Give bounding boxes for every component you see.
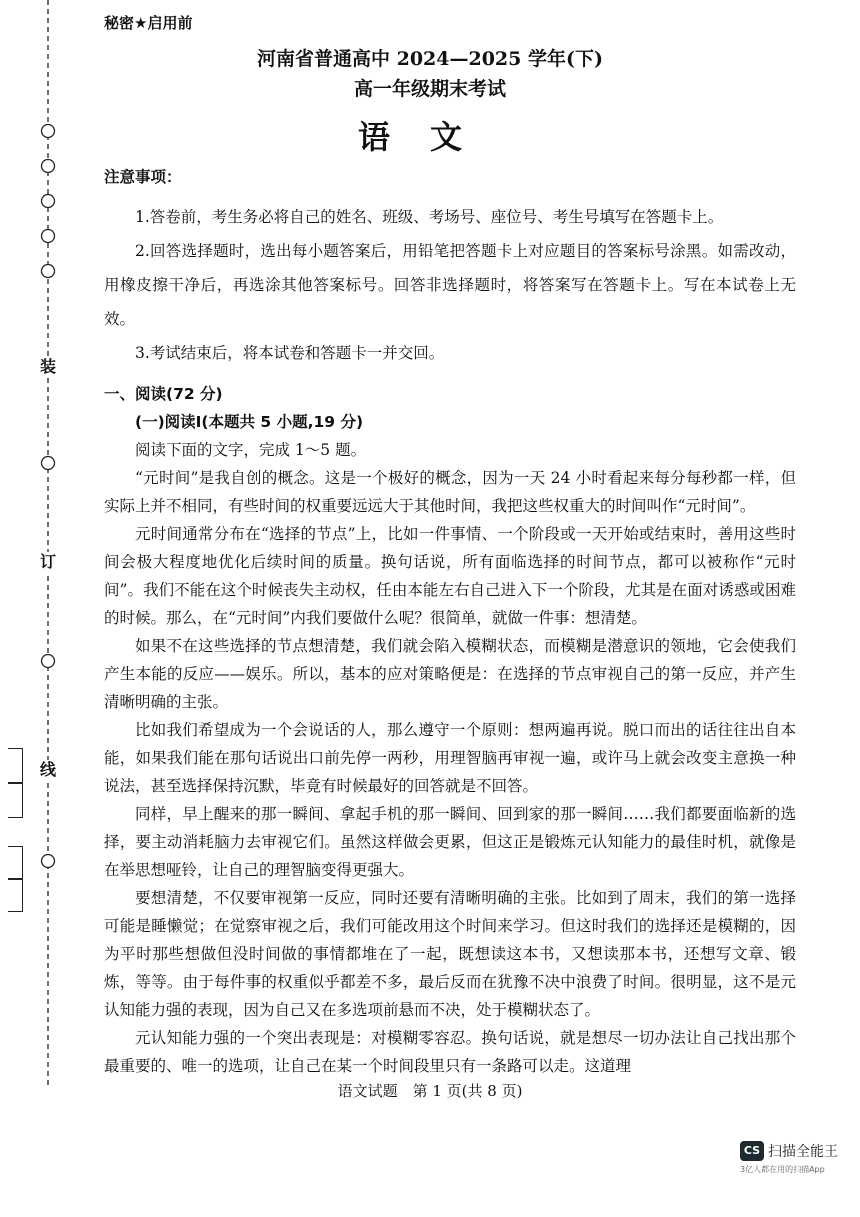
subject-title (0, 112, 860, 158)
binding-margin (0, 0, 90, 1217)
binding-hole (42, 855, 55, 868)
binding-hole (42, 457, 55, 470)
margin-label-xian: 线 (39, 760, 56, 779)
notice-title: 注意事项： (104, 168, 182, 186)
binding-hole (42, 230, 55, 243)
margin-label-ding: 订 (39, 552, 56, 571)
margin-bracket (8, 846, 23, 880)
binding-hole (42, 195, 55, 208)
subject-name: 语文 (357, 118, 502, 156)
passage-paragraph: 要想清楚，不仅要审视第一反应，同时还要有清晰明确的主张。比如到了周末，我们的第一选择可能是睡懒觉；在觉察审视之后，我们可能改用这个时间来学习。但这时我们的选择还是模糊的，因为平时那些想做但没时间做的事情都堆在了一起，既想读这本书，又想读那本书，还想写文章、锻炼，等等。由于每件事的权重似乎都差不多，最后反而在犹豫不决中浪费了时间。很明显，这不是元认知能力强的表现，因为自己又在多选项前悬而不决，处于模糊状态了。 (104, 889, 796, 1019)
margin-bracket (8, 782, 23, 818)
watermark-slogan: 3亿人都在用的扫描App (740, 1164, 825, 1174)
passage-paragraph: 同样，早上醒来的那一瞬间、拿起手机的那一瞬间、回到家的那一瞬间……我们都要面临新的选择，要主动消耗脑力去审视它们。虽然这样做会更累，但这正是锻炼元认知能力的最佳时机，就像是在举思想哑铃，让自己的理智脑变得更强大。 (104, 805, 796, 879)
camscanner-logo-icon: CS (740, 1141, 764, 1161)
section-title: 一、阅读(72 分) (104, 385, 223, 403)
exam-title: 河南省普通高中 2024—2025 学年(下) (257, 48, 603, 70)
notice-block (104, 160, 796, 370)
notice-item: 1.答卷前，考生务必将自己的姓名、班级、考场号、座位号、考生号填写在答题卡上。 (135, 208, 724, 226)
exam-subtitle: 高一年级期末考试 (353, 78, 506, 100)
margin-bracket (8, 878, 23, 912)
passage-paragraph: 如果不在这些选择的节点想清楚，我们就会陷入模糊状态，而模糊是潜意识的领地，它会使我们产生本能的反应——娱乐。所以，基本的应对策略便是：在选择的节点审视自己的第一反应，并产生清晰明确的主张。 (104, 637, 796, 711)
section-subtitle: (一)阅读Ⅰ(本题共 5 小题,19 分) (135, 413, 364, 431)
passage-paragraph: 元认知能力强的一个突出表现是：对模糊零容忍。换句话说，就是想尽一切办法让自己找出那个最重要的、唯一的选项，让自己在某一个时间段里只有一条路可以走。这道理 (104, 1029, 796, 1075)
margin-bracket (8, 748, 23, 784)
passage-paragraph: 比如我们希望成为一个会说话的人，那么遵守一个原则：想两遍再说。脱口而出的话往往出自本能，如果我们能在那句话说出口前先停一两秒，用理智脑再审视一遍，或许马上就会改变主意换一种说法，甚至选择保持沉默，毕竟有时候最好的回答就是不回答。 (104, 721, 796, 795)
notice-item: 2.回答选择题时，选出每小题答案后，用铅笔把答题卡上对应题目的答案标号涂黑。如需改动，用橡皮擦干净后，再选涂其他答案标号。回答非选择题时，将答案写在答题卡上。写在本试卷上无效。 (104, 242, 796, 328)
binding-hole (42, 655, 55, 668)
binding-hole (42, 160, 55, 173)
scanner-watermark (740, 1140, 850, 1175)
watermark-name: 扫描全能王 (768, 1143, 838, 1160)
passage-paragraph: 元时间通常分布在“选择的节点”上，比如一件事情、一个阶段或一天开始或结束时，善用这些时间会极大程度地优化后续时间的质量。换句话说，所有面临选择的时间节点，都可以被称作“元时间”。我们不能在这个时候丧失主动权，任由本能左右自己进入下一个阶段，尤其是在面对诱惑或困难的时候。那么，在“元时间”内我们要做什么呢？很简单，就做一件事：想清楚。 (104, 525, 796, 627)
margin-label-zhuang: 装 (39, 357, 56, 376)
confidential-mark: 秘密★启用前 (104, 14, 193, 32)
main-content (104, 160, 796, 1080)
page-footer: 语文试题 第 1 页(共 8 页) (337, 1082, 523, 1100)
binding-hole (42, 265, 55, 278)
notice-item: 3.考试结束后，将本试卷和答题卡一并交回。 (135, 344, 445, 362)
passage-paragraph: “元时间”是我自创的概念。这是一个极好的概念，因为一天 24 小时看起来每分每秒都一样，但实际上并不相同，有些时间的权重要远远大于其他时间，我把这些权重大的时间叫作“元时间”。 (104, 469, 796, 515)
reading-instruction: 阅读下面的文字，完成 1～5 题。 (135, 441, 367, 459)
